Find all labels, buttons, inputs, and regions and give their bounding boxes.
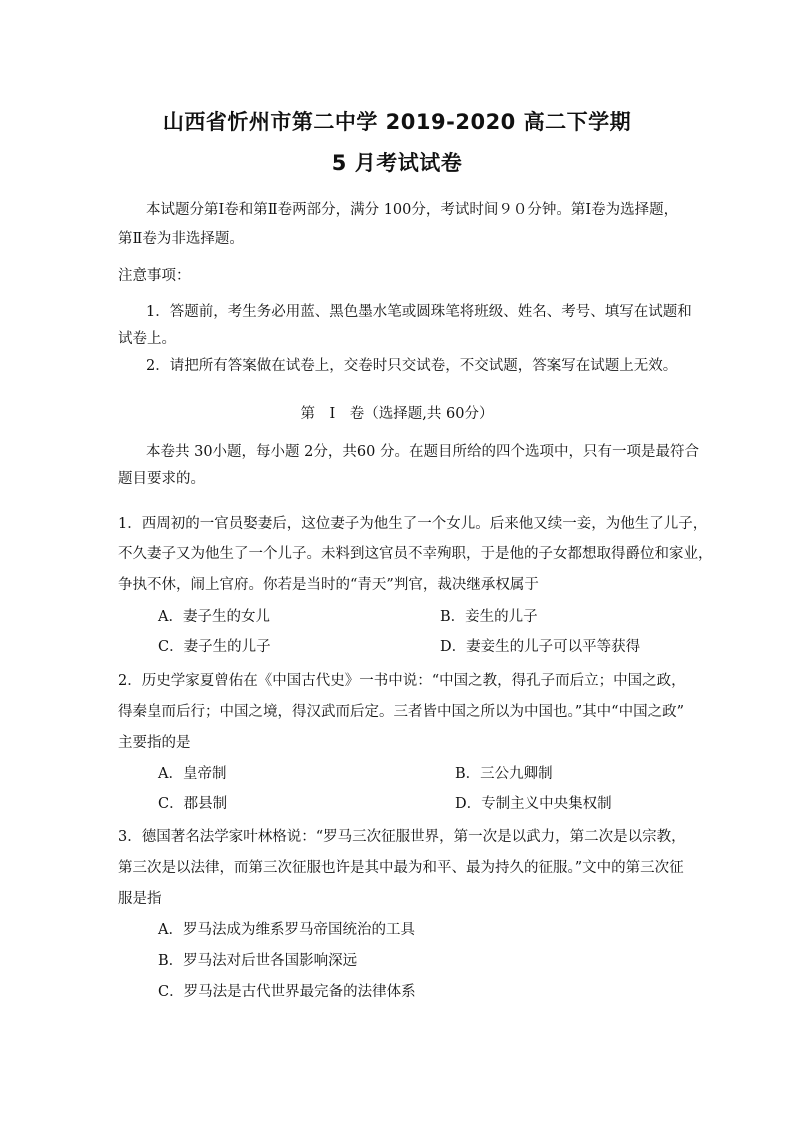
section-1-desc-line-2: 题目要求的。 bbox=[118, 471, 205, 487]
intro-line-2: 第Ⅱ卷为非选择题。 bbox=[118, 231, 244, 247]
section-1-desc-line-1: 本卷共 30小题，每小题 2分，共60 分。在题目所给的四个选项中，只有一项是最符合 bbox=[146, 444, 699, 460]
q1-option-c: C．妻子生的儿子 bbox=[158, 639, 271, 655]
q3-stem-line-3: 服是指 bbox=[118, 891, 162, 907]
section-1-heading: 第 Ⅰ 卷（选择题,共 60分） bbox=[300, 406, 494, 422]
q2-stem-line-1: 2．历史学家夏曾佑在《中国古代史》一书中说：“中国之教，得孔子而后立；中国之政， bbox=[118, 673, 686, 689]
q1-stem-line-2: 不久妻子又为他生了一个儿子。未料到这官员不幸殉职，于是他的子女都想取得爵位和家业， bbox=[118, 546, 713, 562]
q2-stem-line-3: 主要指的是 bbox=[118, 735, 191, 751]
q1-option-b: B．妾生的儿子 bbox=[440, 609, 538, 625]
q2-option-d: D．专制主义中央集权制 bbox=[455, 796, 612, 812]
q1-stem-line-1: 1．西周初的一官员娶妻后，这位妻子为他生了一个女儿。后来他又续一妾，为他生了儿子， bbox=[118, 516, 708, 532]
q1-option-d: D．妻妾生的儿子可以平等获得 bbox=[440, 639, 641, 655]
q3-stem-line-1: 3．德国著名法学家叶林格说：“罗马三次征服世界，第一次是以武力，第二次是以宗教， bbox=[118, 829, 686, 845]
q2-option-b: B．三公九卿制 bbox=[455, 766, 553, 782]
q2-option-c: C．郡县制 bbox=[158, 796, 228, 812]
exam-title-line2: 5 月考试试卷 bbox=[331, 151, 463, 175]
q2-stem-line-2: 得秦皇而后行；中国之境，得汉武而后定。三者皆中国之所以为中国也。”其中“中国之政” bbox=[118, 704, 684, 720]
notes-heading: 注意事项： bbox=[118, 268, 191, 284]
note-1-line-2: 试卷上。 bbox=[118, 331, 176, 347]
q3-option-c: C．罗马法是古代世界最完备的法律体系 bbox=[158, 984, 416, 1000]
q3-option-a: A．罗马法成为维系罗马帝国统治的工具 bbox=[158, 922, 415, 938]
q3-stem-line-2: 第三次是以法律，而第三次征服也许是其中最为和平、最为持久的征服。”文中的第三次征 bbox=[118, 860, 684, 876]
q2-option-a: A．皇帝制 bbox=[158, 766, 227, 782]
q1-option-a: A．妻子生的女儿 bbox=[158, 609, 270, 625]
q1-stem-line-3: 争执不休，闹上官府。你若是当时的“青天”判官，裁决继承权属于 bbox=[118, 577, 539, 593]
exam-title-line1: 山西省忻州市第二中学 2019-2020 高二下学期 bbox=[162, 110, 632, 134]
q3-option-b: B．罗马法对后世各国影响深远 bbox=[158, 953, 358, 969]
note-2: 2．请把所有答案做在试卷上，交卷时只交试卷，不交试题，答案写在试题上无效。 bbox=[146, 358, 678, 374]
intro-line-1: 本试题分第Ⅰ卷和第Ⅱ卷两部分，满分 100分，考试时间９０分钟。第Ⅰ卷为选择题， bbox=[146, 202, 679, 218]
note-1-line-1: 1．答题前，考生务必用蓝、黑色墨水笔或圆珠笔将班级、姓名、考号、填写在试题和 bbox=[146, 304, 692, 320]
